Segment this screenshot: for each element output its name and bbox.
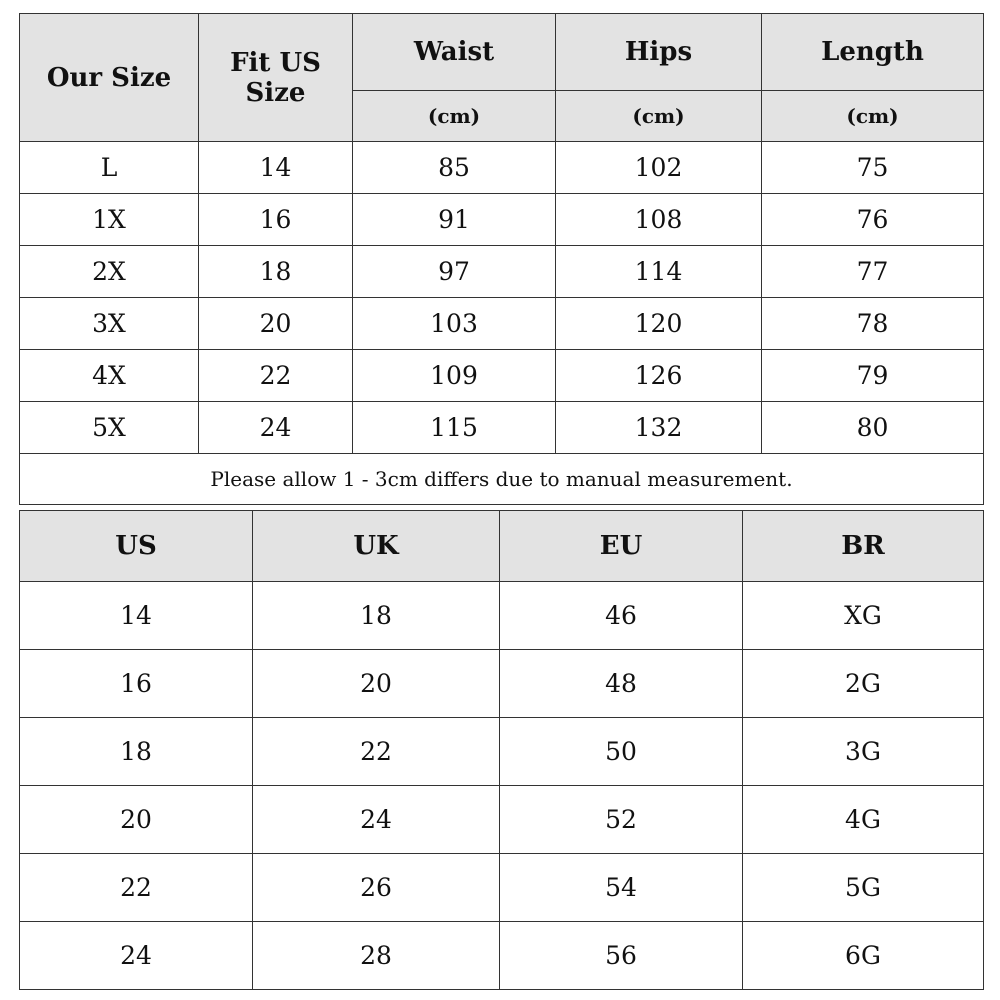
cell-length: 79 xyxy=(762,350,984,402)
cell-hips: 126 xyxy=(556,350,762,402)
cell-us: 24 xyxy=(20,922,253,990)
header-waist: Waist xyxy=(353,14,556,91)
cell-us: 16 xyxy=(20,650,253,718)
cell-length: 78 xyxy=(762,298,984,350)
cell-length: 76 xyxy=(762,194,984,246)
header-length-unit: (cm) xyxy=(762,91,984,142)
cell-us: 18 xyxy=(20,718,253,786)
cell-eu: 50 xyxy=(500,718,743,786)
cell-eu: 52 xyxy=(500,786,743,854)
cell-eu: 54 xyxy=(500,854,743,922)
cell-hips: 108 xyxy=(556,194,762,246)
cell-br: 4G xyxy=(743,786,984,854)
header-us: US xyxy=(20,511,253,582)
table-row xyxy=(20,786,984,854)
table-row xyxy=(20,298,984,350)
cell-br: 6G xyxy=(743,922,984,990)
cell-waist: 103 xyxy=(353,298,556,350)
cell-hips: 120 xyxy=(556,298,762,350)
cell-our-size: 2X xyxy=(20,246,199,298)
table-row xyxy=(20,194,984,246)
table-row xyxy=(20,402,984,454)
cell-length: 75 xyxy=(762,142,984,194)
table-row xyxy=(20,650,984,718)
header-length: Length xyxy=(762,14,984,91)
table-row xyxy=(20,718,984,786)
cell-our-size: L xyxy=(20,142,199,194)
cell-uk: 24 xyxy=(253,786,500,854)
size-chart-table xyxy=(19,13,984,505)
cell-fit-us: 24 xyxy=(199,402,353,454)
cell-fit-us: 22 xyxy=(199,350,353,402)
cell-us: 14 xyxy=(20,582,253,650)
cell-uk: 28 xyxy=(253,922,500,990)
cell-eu: 56 xyxy=(500,922,743,990)
header-fit-us-size: Fit US Size xyxy=(199,14,353,142)
cell-our-size: 1X xyxy=(20,194,199,246)
cell-br: 3G xyxy=(743,718,984,786)
cell-our-size: 3X xyxy=(20,298,199,350)
cell-hips: 102 xyxy=(556,142,762,194)
cell-fit-us: 16 xyxy=(199,194,353,246)
table-row xyxy=(20,350,984,402)
cell-waist: 115 xyxy=(353,402,556,454)
cell-waist: 85 xyxy=(353,142,556,194)
table-row xyxy=(20,142,984,194)
cell-waist: 97 xyxy=(353,246,556,298)
header-our-size: Our Size xyxy=(20,14,199,142)
cell-br: XG xyxy=(743,582,984,650)
cell-fit-us: 14 xyxy=(199,142,353,194)
cell-fit-us: 20 xyxy=(199,298,353,350)
table-row xyxy=(20,854,984,922)
cell-hips: 132 xyxy=(556,402,762,454)
header-uk: UK xyxy=(253,511,500,582)
cell-waist: 109 xyxy=(353,350,556,402)
cell-us: 20 xyxy=(20,786,253,854)
cell-waist: 91 xyxy=(353,194,556,246)
cell-our-size: 5X xyxy=(20,402,199,454)
table-row xyxy=(20,246,984,298)
measurement-note: Please allow 1 - 3cm differs due to manual measurement. xyxy=(20,454,984,505)
header-br: BR xyxy=(743,511,984,582)
cell-br: 2G xyxy=(743,650,984,718)
cell-our-size: 4X xyxy=(20,350,199,402)
cell-eu: 48 xyxy=(500,650,743,718)
cell-length: 80 xyxy=(762,402,984,454)
cell-fit-us: 18 xyxy=(199,246,353,298)
cell-length: 77 xyxy=(762,246,984,298)
cell-uk: 18 xyxy=(253,582,500,650)
header-hips: Hips xyxy=(556,14,762,91)
cell-uk: 22 xyxy=(253,718,500,786)
cell-uk: 26 xyxy=(253,854,500,922)
table-row xyxy=(20,922,984,990)
cell-br: 5G xyxy=(743,854,984,922)
size-conversion-table xyxy=(19,510,984,990)
cell-us: 22 xyxy=(20,854,253,922)
cell-uk: 20 xyxy=(253,650,500,718)
table-row xyxy=(20,582,984,650)
header-waist-unit: (cm) xyxy=(353,91,556,142)
header-eu: EU xyxy=(500,511,743,582)
cell-hips: 114 xyxy=(556,246,762,298)
cell-eu: 46 xyxy=(500,582,743,650)
header-hips-unit: (cm) xyxy=(556,91,762,142)
